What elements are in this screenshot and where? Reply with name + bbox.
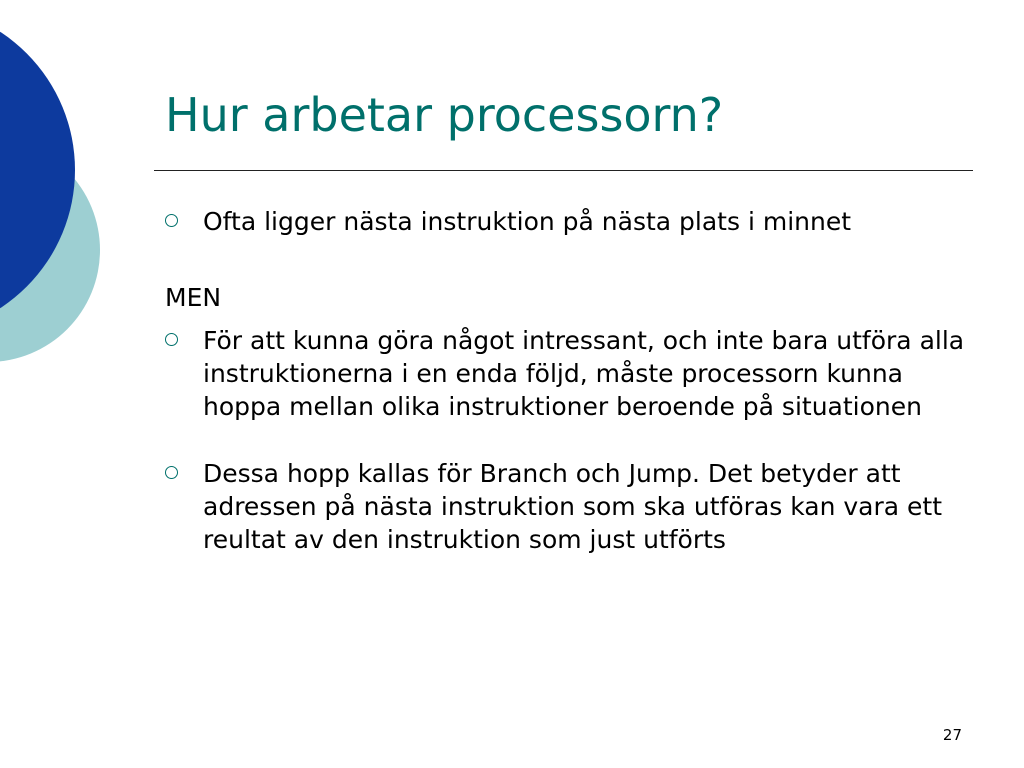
decorative-circles <box>0 0 110 420</box>
title-divider <box>154 170 973 171</box>
bullet-circle-icon <box>165 466 178 479</box>
page-number: 27 <box>942 726 962 744</box>
bullet-text: För att kunna göra något intressant, och inte bara utföra alla instruktionerna i en enda följd, måste processorn kunna hoppa mellan olika instruktioner beroende på situationen <box>203 326 965 421</box>
bullet-circle-icon <box>165 214 178 227</box>
plain-text: MEN <box>165 283 222 312</box>
bullet-circle-icon <box>165 333 178 346</box>
bullet-item <box>165 324 965 423</box>
bullet-text: Dessa hopp kallas för Branch och Jump. Det betyder att adressen på nästa instruktion som ska utföras kan vara ett reultat av den instruktion som just utförts <box>203 459 943 554</box>
slide-content <box>165 205 965 556</box>
plain-text-line <box>165 281 965 314</box>
bullet-text: Ofta ligger nästa instruktion på nästa plats i minnet <box>203 207 852 236</box>
slide-title: Hur arbetar processorn? <box>165 88 724 142</box>
bullet-item <box>165 205 965 238</box>
bullet-item <box>165 457 965 556</box>
